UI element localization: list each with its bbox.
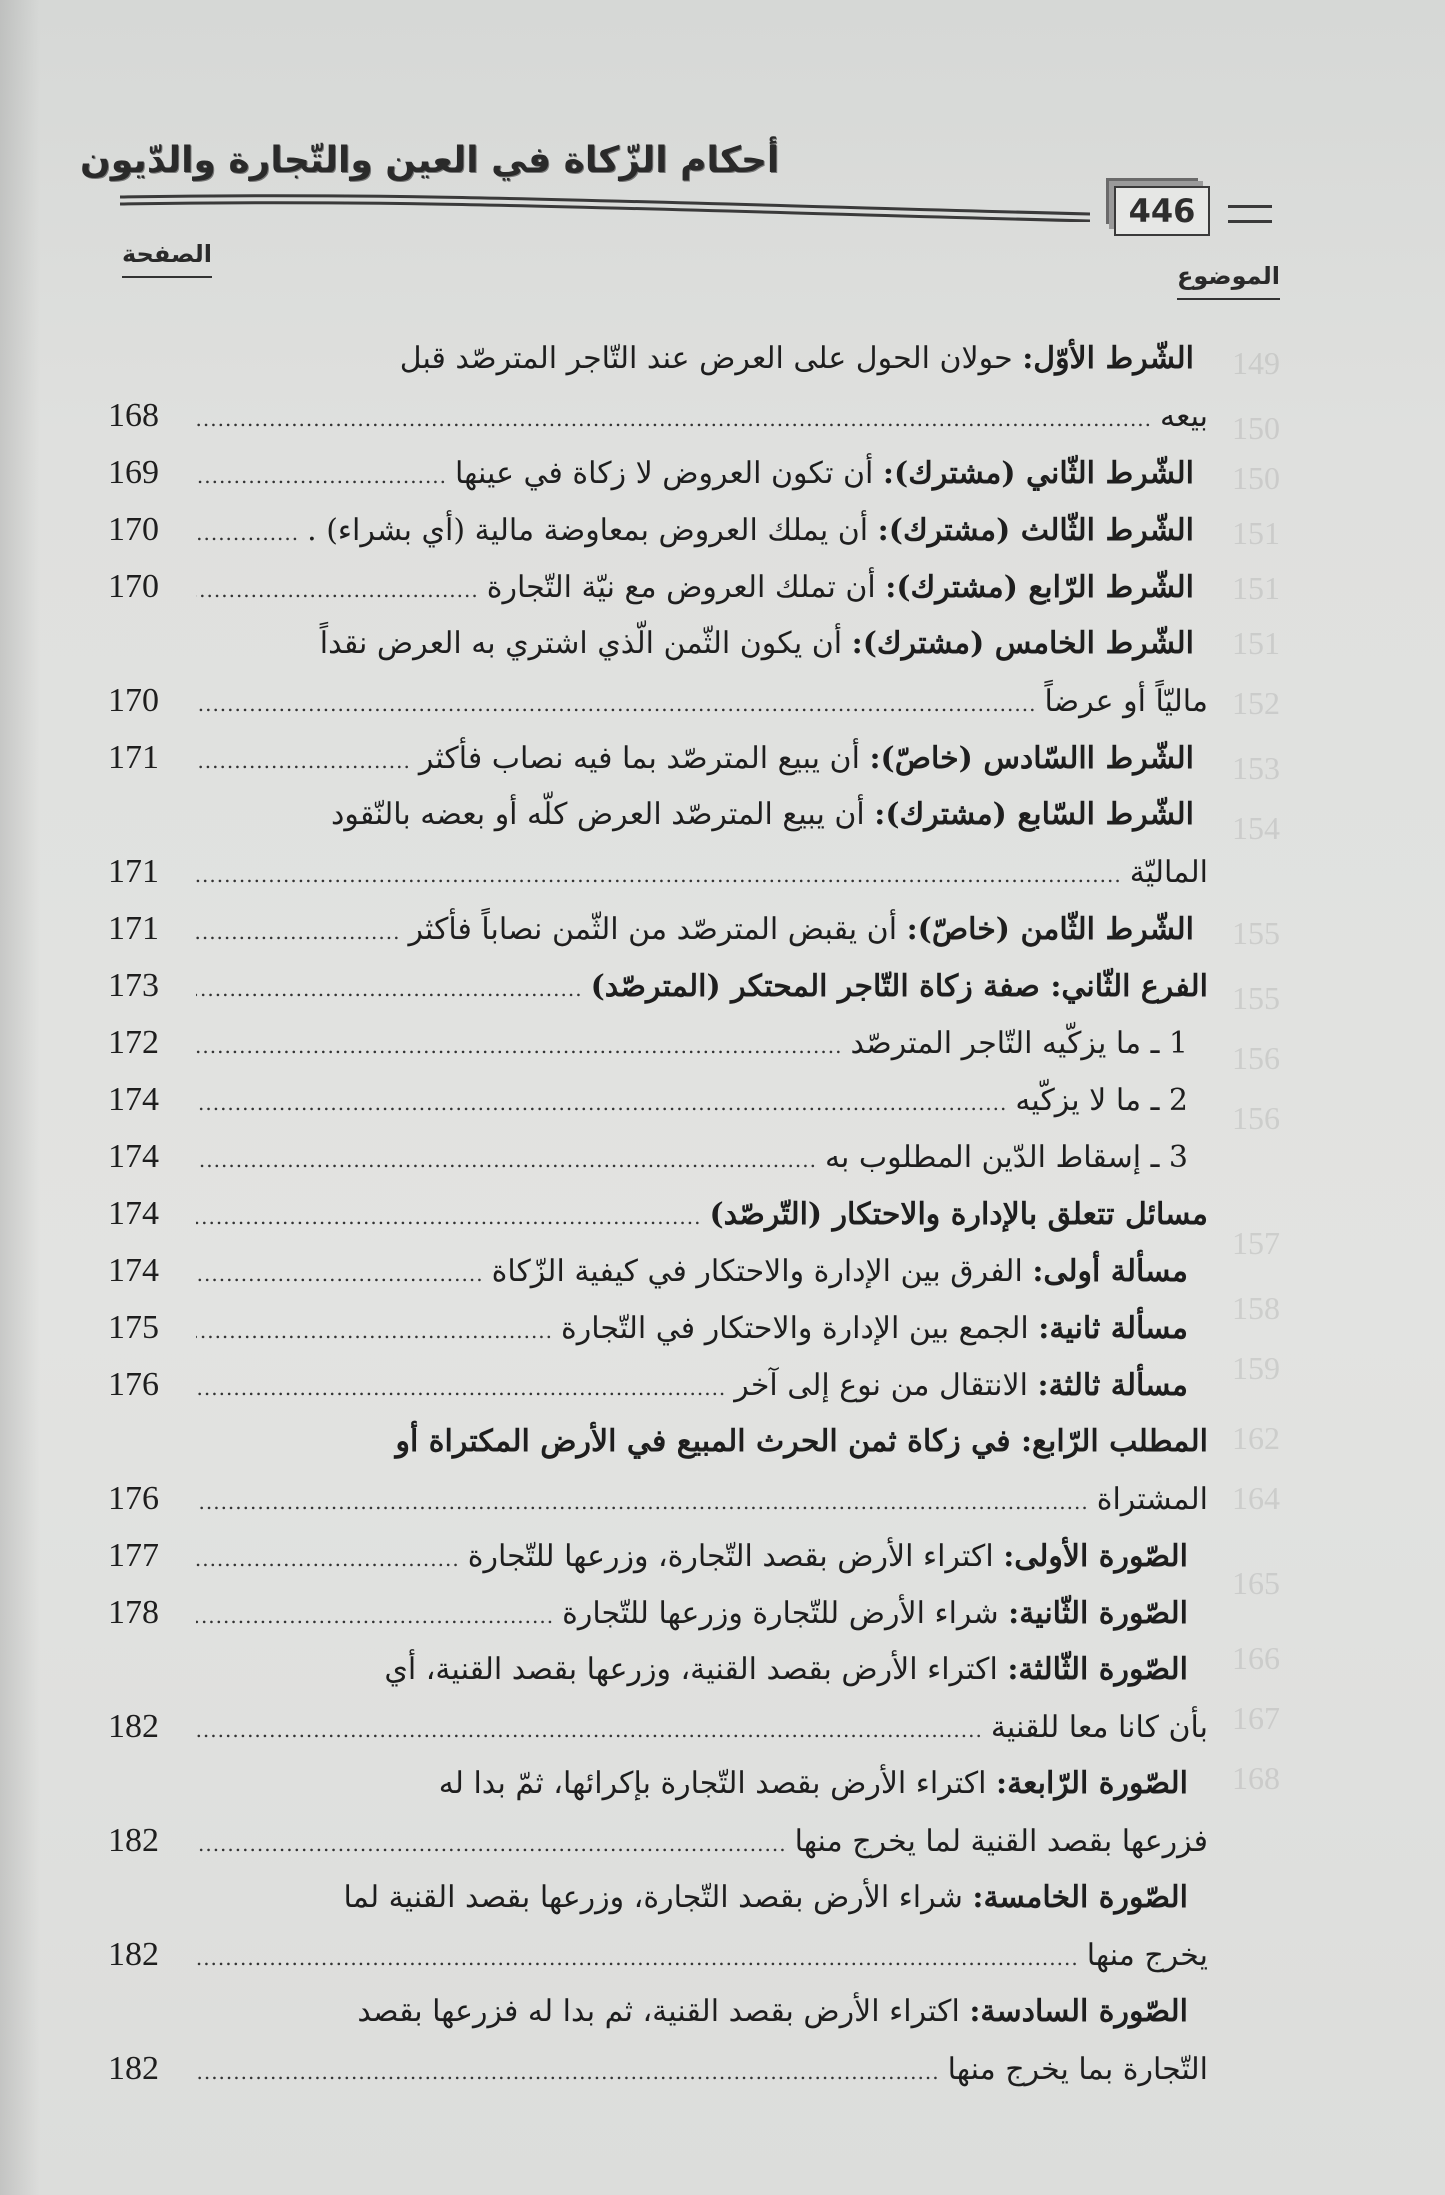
- page-ref: 174: [108, 1195, 159, 1232]
- page-ref: 182: [108, 1708, 159, 1745]
- leader-dots: [196, 733, 411, 790]
- page-ref: 175: [108, 1309, 159, 1346]
- page-number: 446: [1114, 186, 1210, 236]
- leader-dots: [196, 2044, 940, 2101]
- show-through-number: 164: [1232, 1480, 1280, 1516]
- leader-dots: [196, 1360, 726, 1417]
- running-title: أحكام الزّكاة في العين والتّجارة والدّيون: [80, 140, 780, 181]
- toc-entry[interactable]: الشّرط الثّاني (مشترك): أن تكون العروض لا زكاة في عينها ..... 169: [108, 444, 1208, 501]
- toc-entry[interactable]: الصّورة الرّابعة: اكتراء الأرض بقصد التّجارة بإكرائها، ثمّ بدا له فزرعها بقصد القنية لما يخرج منها ..... 182: [108, 1755, 1208, 1869]
- page-ref: 178: [108, 1594, 159, 1631]
- page-ref: 176: [108, 1480, 159, 1517]
- toc-entry-heading[interactable]: الفرع الثّاني: صفة زكاة التّاجر المحتكر (المترصّد) ..... 173: [108, 957, 1208, 1014]
- toc-entry[interactable]: مسألة أولى: الفرق بين الإدارة والاحتكار في كيفية الزّكاة ..... 174: [108, 1242, 1208, 1299]
- toc-entry[interactable]: الصّورة الثّانية: شراء الأرض للتّجارة وزرعها للتّجارة ..... 178: [108, 1584, 1208, 1641]
- toc-entry[interactable]: مسألة ثالثة: الانتقال من نوع إلى آخر ..... 176: [108, 1356, 1208, 1413]
- page-ref: 173: [108, 967, 159, 1004]
- header-wavy-rule: [120, 192, 1090, 222]
- leader-dots: [196, 1132, 817, 1189]
- column-header-page: الصفحة: [122, 240, 212, 278]
- page-ref: 174: [108, 1081, 159, 1118]
- toc-entry[interactable]: 2 ـ ما لا يزكّيه ..... 174: [108, 1071, 1208, 1128]
- show-through-number: 157: [1232, 1225, 1280, 1261]
- show-through-number: 150: [1232, 460, 1280, 496]
- show-through-number: 162: [1232, 1420, 1280, 1456]
- badge-double-bar: [1228, 205, 1272, 223]
- leader-dots: [196, 1189, 701, 1246]
- show-through-number: 151: [1232, 515, 1280, 551]
- show-through-number: 153: [1232, 750, 1280, 786]
- show-through-number: 156: [1232, 1040, 1280, 1076]
- leader-dots: [196, 1303, 553, 1360]
- show-through-number: 168: [1232, 1760, 1280, 1796]
- leader-dots: [196, 1474, 1089, 1531]
- toc-entry[interactable]: الشّرط الخامس (مشترك): أن يكون الثّمن الّذي اشتري به العرض نقداً ماليّاً أو عرضاً ..... 170: [108, 615, 1208, 729]
- column-header-topic: الموضوع: [1177, 262, 1280, 300]
- leader-dots: [196, 391, 1152, 448]
- page-ref: 182: [108, 1822, 159, 1859]
- show-through-number: 150: [1232, 410, 1280, 446]
- show-through-number: 165: [1232, 1565, 1280, 1601]
- page-ref: 169: [108, 454, 159, 491]
- page-ref: 174: [108, 1252, 159, 1289]
- show-through-number: 151: [1232, 570, 1280, 606]
- show-through-number: 166: [1232, 1640, 1280, 1676]
- show-through-number: 149: [1232, 345, 1280, 381]
- toc-entry[interactable]: مسألة ثانية: الجمع بين الإدارة والاحتكار في التّجارة ..... 175: [108, 1299, 1208, 1356]
- page-ref: 170: [108, 568, 159, 605]
- toc-entry[interactable]: الصّورة الثّالثة: اكتراء الأرض بقصد القنية، وزرعها بقصد القنية، أي بأن كانا معا للقنية ..... 182: [108, 1641, 1208, 1755]
- show-through-number: 167: [1232, 1700, 1280, 1736]
- page-ref: 171: [108, 853, 159, 890]
- underline: [122, 276, 212, 278]
- leader-dots: [196, 676, 1036, 733]
- show-through-number: 151: [1232, 625, 1280, 661]
- show-through-number: 155: [1232, 980, 1280, 1016]
- toc-entry[interactable]: الشّرط الرّابع (مشترك): أن تملك العروض مع نيّة التّجارة ..... 170: [108, 558, 1208, 615]
- toc-entry[interactable]: الصّورة الخامسة: شراء الأرض بقصد التّجارة، وزرعها بقصد القنية لما يخرج منها ..... 182: [108, 1869, 1208, 1983]
- toc-entry-heading[interactable]: المطلب الرّابع: في زكاة ثمن الحرث المبيع في الأرض المكتراة أو المشتراة ..... 176: [108, 1413, 1208, 1527]
- show-through-number: 152: [1232, 685, 1280, 721]
- leader-dots: [196, 1816, 787, 1873]
- leader-dots: [196, 1702, 983, 1759]
- toc-entry[interactable]: الشّرط الثّامن (خاصّ): أن يقبض المترصّد من الثّمن نصاباً فأكثر ..... 171: [108, 900, 1208, 957]
- page-ref: 171: [108, 739, 159, 776]
- leader-dots: [196, 1018, 842, 1075]
- page-ref: 176: [108, 1366, 159, 1403]
- page-ref: 168: [108, 397, 159, 434]
- toc-entry[interactable]: الشّرط الثّالث (مشترك): أن يملك العروض بمعاوضة مالية (أي بشراء) . ..... 170: [108, 501, 1208, 558]
- toc-entry[interactable]: الصّورة السادسة: اكتراء الأرض بقصد القنية، ثم بدا له فزرعها بقصد التّجارة بما يخرج منها ..... 182: [108, 1983, 1208, 2097]
- toc-entry-heading[interactable]: مسائل تتعلق بالإدارة والاحتكار (التّرصّد) ..... 174: [108, 1185, 1208, 1242]
- page-edge-shadow: [0, 0, 40, 2195]
- show-through-number: 155: [1232, 915, 1280, 951]
- leader-dots: [196, 1930, 1079, 1987]
- page-ref: 170: [108, 682, 159, 719]
- leader-dots: [196, 562, 479, 619]
- show-through-number: 154: [1232, 810, 1280, 846]
- leader-dots: [196, 1531, 460, 1588]
- leader-dots: [196, 1075, 1007, 1132]
- leader-dots: [196, 961, 583, 1018]
- leader-dots: [196, 1246, 484, 1303]
- page-ref: 170: [108, 511, 159, 548]
- page-number-badge: [1102, 180, 1214, 236]
- page-ref: 177: [108, 1537, 159, 1574]
- leader-dots: [196, 1588, 554, 1645]
- toc-entry[interactable]: الشّرط السّابع (مشترك): أن يبيع المترصّد العرض كلّه أو بعضه بالنّقود الماليّة ..... 171: [108, 786, 1208, 900]
- page-ref: 174: [108, 1138, 159, 1175]
- toc-entry[interactable]: الشّرط الأوّل: حولان الحول على العرض عند التّاجر المترصّد قبل بيعه ..... 168: [108, 330, 1208, 444]
- leader-dots: [196, 847, 1122, 904]
- toc-entry[interactable]: 3 ـ إسقاط الدّين المطلوب به ..... 174: [108, 1128, 1208, 1185]
- page-ref: 182: [108, 2050, 159, 2087]
- toc-entry[interactable]: الشّرط االسّادس (خاصّ): أن يبيع المترصّد بما فيه نصاب فأكثر ..... 171: [108, 729, 1208, 786]
- page-ref: 172: [108, 1024, 159, 1061]
- show-through-number: 159: [1232, 1350, 1280, 1386]
- leader-dots: [196, 904, 401, 961]
- leader-dots: [196, 505, 299, 562]
- show-through-number: 158: [1232, 1290, 1280, 1326]
- page-ref: 182: [108, 1936, 159, 1973]
- show-through-number: 156: [1232, 1100, 1280, 1136]
- toc-entry[interactable]: الصّورة الأولى: اكتراء الأرض بقصد التّجارة، وزرعها للتّجارة ..... 177: [108, 1527, 1208, 1584]
- underline: [1177, 298, 1280, 300]
- page-ref: 171: [108, 910, 159, 947]
- table-of-contents: [108, 330, 1208, 2097]
- leader-dots: [196, 448, 447, 505]
- toc-entry[interactable]: 1 ـ ما يزكّيه التّاجر المترصّد ..... 172: [108, 1014, 1208, 1071]
